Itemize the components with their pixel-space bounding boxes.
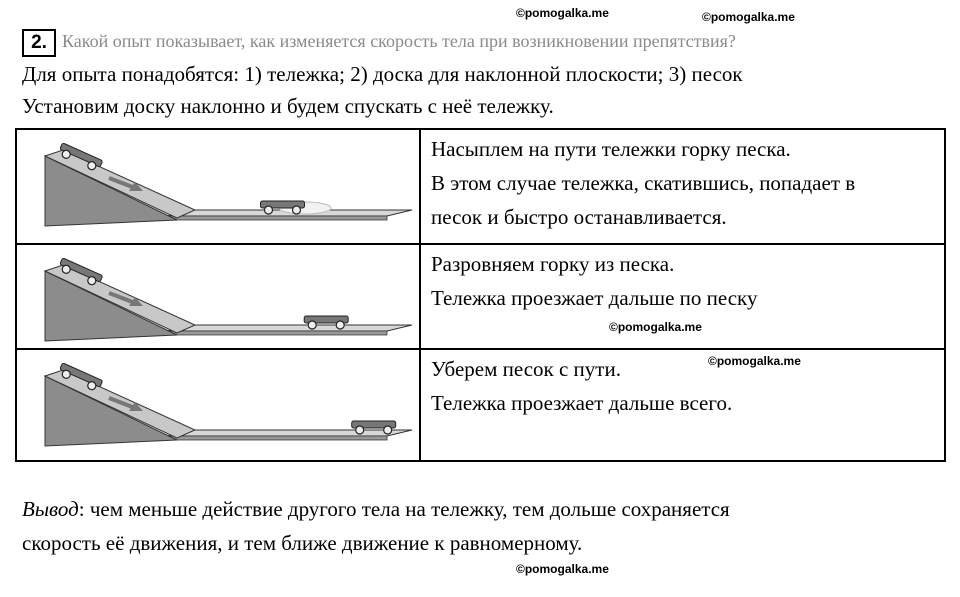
ramp-illustration: [17, 350, 419, 460]
ramp-illustration: [17, 130, 419, 243]
floor-board-edge: [167, 216, 387, 220]
experiment-1-line-3: песок и быстро останавливается.: [431, 205, 727, 229]
ramp-illustration: [17, 245, 419, 348]
floor-board-edge: [167, 331, 387, 335]
experiment-3-line-2: Тележка проезжает дальше всего.: [431, 391, 733, 415]
watermark: ©pomogalka.me: [516, 6, 609, 20]
experiment-1-line-2: В этом случае тележка, скатившись, попадает в: [431, 171, 856, 195]
conclusion-text: : чем меньше действие другого тела на тележку, тем дольше сохраняется: [78, 497, 730, 521]
experiment-row-1: [16, 129, 945, 244]
experiment-row-2: [16, 244, 945, 349]
experiment-table: [15, 128, 946, 462]
floor-board-edge: [167, 436, 387, 440]
experiment-3-line-1: Уберем песок с пути.: [431, 357, 621, 381]
intro-line-2: Установим доску наклонно и будем спускать с неё тележку.: [22, 94, 554, 118]
question-text: Какой опыт показывает, как изменяется скорость тела при возникновении препятствия?: [62, 31, 736, 51]
ramp-side: [45, 376, 177, 446]
experiment-1-illustration: [16, 129, 420, 244]
conclusion: [22, 492, 730, 560]
experiment-2-line-2: Тележка проезжает дальше по песку: [431, 286, 758, 310]
experiment-3-description: [420, 349, 945, 461]
floor-board: [167, 430, 412, 436]
experiment-2-illustration: [16, 244, 420, 349]
watermark: ©pomogalka.me: [708, 354, 801, 368]
conclusion-label: Вывод: [22, 497, 79, 521]
experiment-1-line-1: Насыплем на пути тележки горку песка.: [431, 137, 791, 161]
watermark: ©pomogalka.me: [516, 562, 609, 576]
intro-line-1: Для опыта понадобятся: 1) тележка; 2) доска для наклонной плоскости; 3) песок: [22, 62, 743, 86]
conclusion-line-2: скорость её движения, и тем ближе движение к равномерному.: [22, 531, 583, 555]
experiment-row-3: [16, 349, 945, 461]
experiment-1-description: [420, 129, 945, 244]
ramp-side: [45, 156, 177, 226]
conclusion-line-1: [22, 492, 730, 526]
watermark: ©pomogalka.me: [609, 320, 702, 334]
floor-board: [167, 325, 412, 331]
experiment-2-line-1: Разровняем горку из песка.: [431, 252, 675, 276]
experiment-3-illustration: [16, 349, 420, 461]
ramp-side: [45, 271, 177, 341]
watermark: ©pomogalka.me: [702, 10, 795, 24]
question-number: 2.: [22, 29, 56, 57]
